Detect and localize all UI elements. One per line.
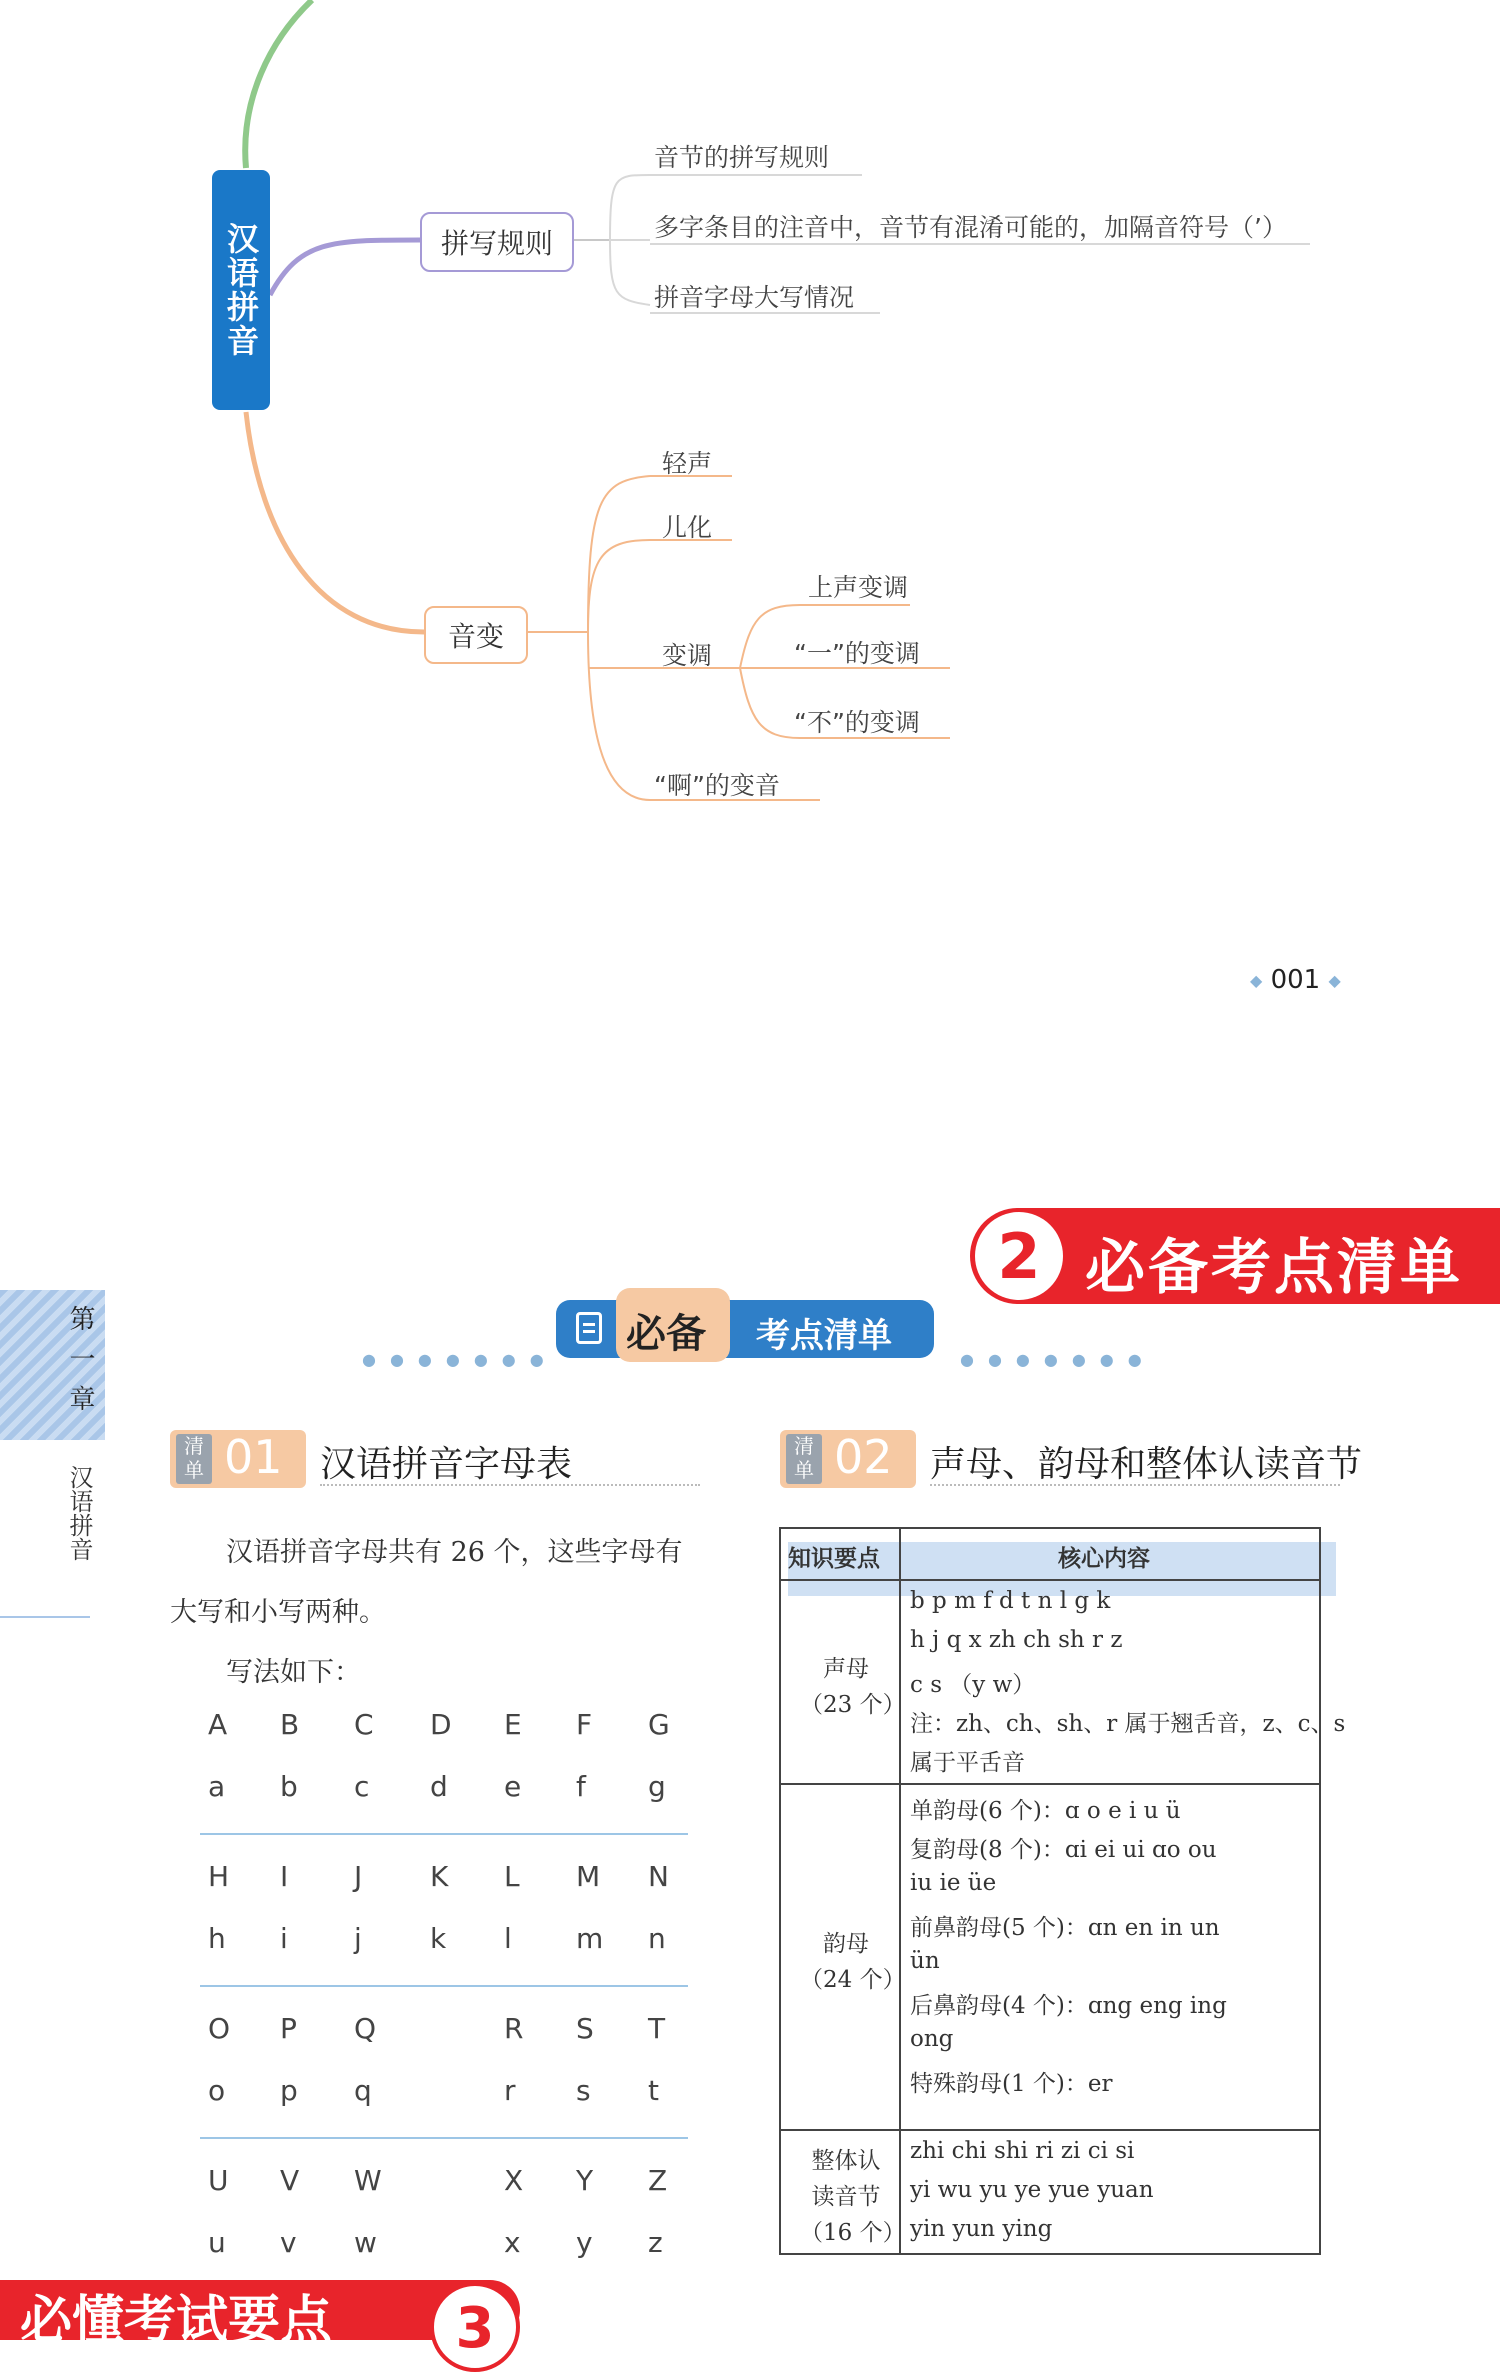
lowercase-letter: i <box>280 1922 288 1955</box>
spelling-item: 多字条目的注音中，音节有混淆可能的，加隔音符号（’） <box>654 213 1287 242</box>
table-cell-line: 注：zh、ch、sh、r 属于翘舌音，z、c、s <box>910 1711 1346 1737</box>
page-number: ◆ 001 ◆ <box>1250 965 1341 995</box>
uppercase-letter: B <box>280 1708 300 1741</box>
lowercase-letter: n <box>648 1922 666 1955</box>
chapter-subtitle: 汉语拼音 <box>65 1465 93 1561</box>
lowercase-letter: z <box>648 2226 663 2259</box>
lowercase-letter: r <box>504 2074 516 2107</box>
uppercase-letter: D <box>430 1708 452 1741</box>
uppercase-letter: C <box>354 1708 374 1741</box>
uppercase-letter: U <box>208 2164 229 2197</box>
lowercase-letter: x <box>504 2226 521 2259</box>
uppercase-letter: F <box>576 1708 593 1741</box>
mindmap-root: 汉语拼音 <box>212 170 270 410</box>
table-key: 声母 <box>823 1656 869 1682</box>
uppercase-letter: K <box>430 1860 449 1893</box>
lowercase-letter: g <box>648 1770 666 1803</box>
table-cell-line: iu ie üe <box>910 1870 997 1896</box>
table-key: 韵母 <box>823 1931 869 1957</box>
table-key: （16 个） <box>800 2220 906 2246</box>
table-cell-line: c s （y w） <box>910 1672 1036 1698</box>
lowercase-letter: c <box>354 1770 370 1803</box>
uppercase-letter: N <box>648 1860 669 1893</box>
uppercase-letter: L <box>504 1860 520 1893</box>
table-key: 整体认 <box>811 2148 881 2174</box>
decor-dots-left: ●●●●●●● <box>362 1350 558 1369</box>
lowercase-letter: s <box>576 2074 591 2107</box>
spelling-item: 拼音字母大写情况 <box>654 283 855 312</box>
lowercase-letter: b <box>280 1770 298 1803</box>
change-item: 儿化 <box>662 513 713 542</box>
uppercase-letter: S <box>576 2012 594 2045</box>
tag-small: 清单 <box>176 1434 212 1484</box>
table-key: （24 个） <box>800 1967 906 1993</box>
lowercase-letter: l <box>504 1922 512 1955</box>
tag-number: 02 <box>834 1430 893 1484</box>
lowercase-letter: u <box>208 2226 226 2259</box>
node-spelling-rules: 拼写规则 <box>420 212 574 272</box>
lowercase-letter: v <box>280 2226 297 2259</box>
node-sound-change: 音变 <box>424 606 528 664</box>
tone-item: “一”的变调 <box>794 639 920 668</box>
change-item: 轻声 <box>662 449 713 478</box>
tone-item: “不”的变调 <box>794 708 920 737</box>
change-item: 变调 <box>662 641 713 670</box>
table-header: 知识要点 <box>788 1546 880 1572</box>
lowercase-letter: a <box>208 1770 226 1803</box>
bottom-banner-title: 必懂考试要点 <box>20 2291 333 2351</box>
decor-dots-right: ●●●●●●● <box>960 1350 1156 1369</box>
lowercase-letter: p <box>280 2074 298 2107</box>
uppercase-letter: P <box>280 2012 297 2045</box>
table-key: （23 个） <box>800 1692 906 1718</box>
lowercase-letter: f <box>576 1770 586 1803</box>
uppercase-letter: R <box>504 2012 524 2045</box>
uppercase-letter: W <box>354 2164 382 2197</box>
table-cell-line: yi wu yu ye yue yuan <box>910 2177 1154 2203</box>
header-bold: 必备 <box>626 1311 706 1357</box>
bottom-banner-number: 3 <box>430 2282 520 2372</box>
uppercase-letter: G <box>648 1708 670 1741</box>
table-header: 核心内容 <box>1058 1546 1150 1572</box>
lowercase-letter: q <box>354 2074 372 2107</box>
table-cell-line: 属于平舌音 <box>910 1750 1025 1776</box>
paragraph: 写法如下： <box>226 1657 361 1688</box>
lowercase-letter: w <box>354 2226 377 2259</box>
table-cell-line: ün <box>910 1948 940 1974</box>
table-cell-line: yin yun ying <box>910 2216 1053 2242</box>
header-text: 考点清单 <box>756 1316 892 1356</box>
uppercase-letter: I <box>280 1860 289 1893</box>
lowercase-letter: o <box>208 2074 226 2107</box>
paragraph: 大写和小写两种。 <box>170 1597 386 1628</box>
tag-small: 清单 <box>786 1434 822 1484</box>
table-cell-line: b p m f d t n l g k <box>910 1588 1111 1614</box>
lowercase-letter: k <box>430 1922 447 1955</box>
uppercase-letter: Y <box>576 2164 594 2197</box>
section-title: 汉语拼音字母表 <box>320 1444 573 1485</box>
table-key: 读音节 <box>811 2184 881 2210</box>
uppercase-letter: Z <box>648 2164 668 2197</box>
uppercase-letter: O <box>208 2012 231 2045</box>
table-cell-line: 复韵母(8 个)：ɑi ei ui ɑo ou <box>910 1837 1217 1863</box>
lowercase-letter: h <box>208 1922 226 1955</box>
table-cell-line: zhi chi shi ri zi ci si <box>910 2138 1135 2164</box>
table-cell-line: 后鼻韵母(4 个)：ɑng eng ing <box>910 1993 1227 2019</box>
banner-number: 2 <box>975 1212 1063 1300</box>
lowercase-letter: m <box>576 1922 604 1955</box>
uppercase-letter: H <box>208 1860 230 1893</box>
paragraph: 汉语拼音字母共有 26 个，这些字母有 <box>226 1537 683 1568</box>
table-cell-line: 前鼻韵母(5 个)：ɑn en in un <box>910 1915 1220 1941</box>
uppercase-letter: M <box>576 1860 601 1893</box>
section-title: 声母、韵母和整体认读音节 <box>930 1444 1363 1485</box>
tone-item: 上声变调 <box>808 573 909 602</box>
uppercase-letter: E <box>504 1708 522 1741</box>
lowercase-letter: y <box>576 2226 593 2259</box>
uppercase-letter: V <box>280 2164 300 2197</box>
uppercase-letter: T <box>648 2012 666 2045</box>
uppercase-letter: Q <box>354 2012 377 2045</box>
table-cell-line: 特殊韵母(1 个)：er <box>910 2071 1113 2097</box>
lowercase-letter: e <box>504 1770 522 1803</box>
change-item: “啊”的变音 <box>654 771 780 800</box>
uppercase-letter: X <box>504 2164 524 2197</box>
banner-title: 必备考点清单 <box>1085 1233 1463 1303</box>
table-cell-line: h j q x zh ch sh r z <box>910 1627 1123 1653</box>
chapter-label: 第一章 <box>65 1305 95 1425</box>
table-cell-line: 单韵母(6 个)：ɑ o e i u ü <box>910 1798 1181 1824</box>
lowercase-letter: d <box>430 1770 448 1803</box>
table-cell-line: ong <box>910 2026 954 2052</box>
lowercase-letter: j <box>354 1922 362 1955</box>
lowercase-letter: t <box>648 2074 659 2107</box>
uppercase-letter: A <box>208 1708 228 1741</box>
uppercase-letter: J <box>354 1860 363 1893</box>
spelling-item: 音节的拼写规则 <box>654 143 830 172</box>
tag-number: 01 <box>224 1430 283 1484</box>
